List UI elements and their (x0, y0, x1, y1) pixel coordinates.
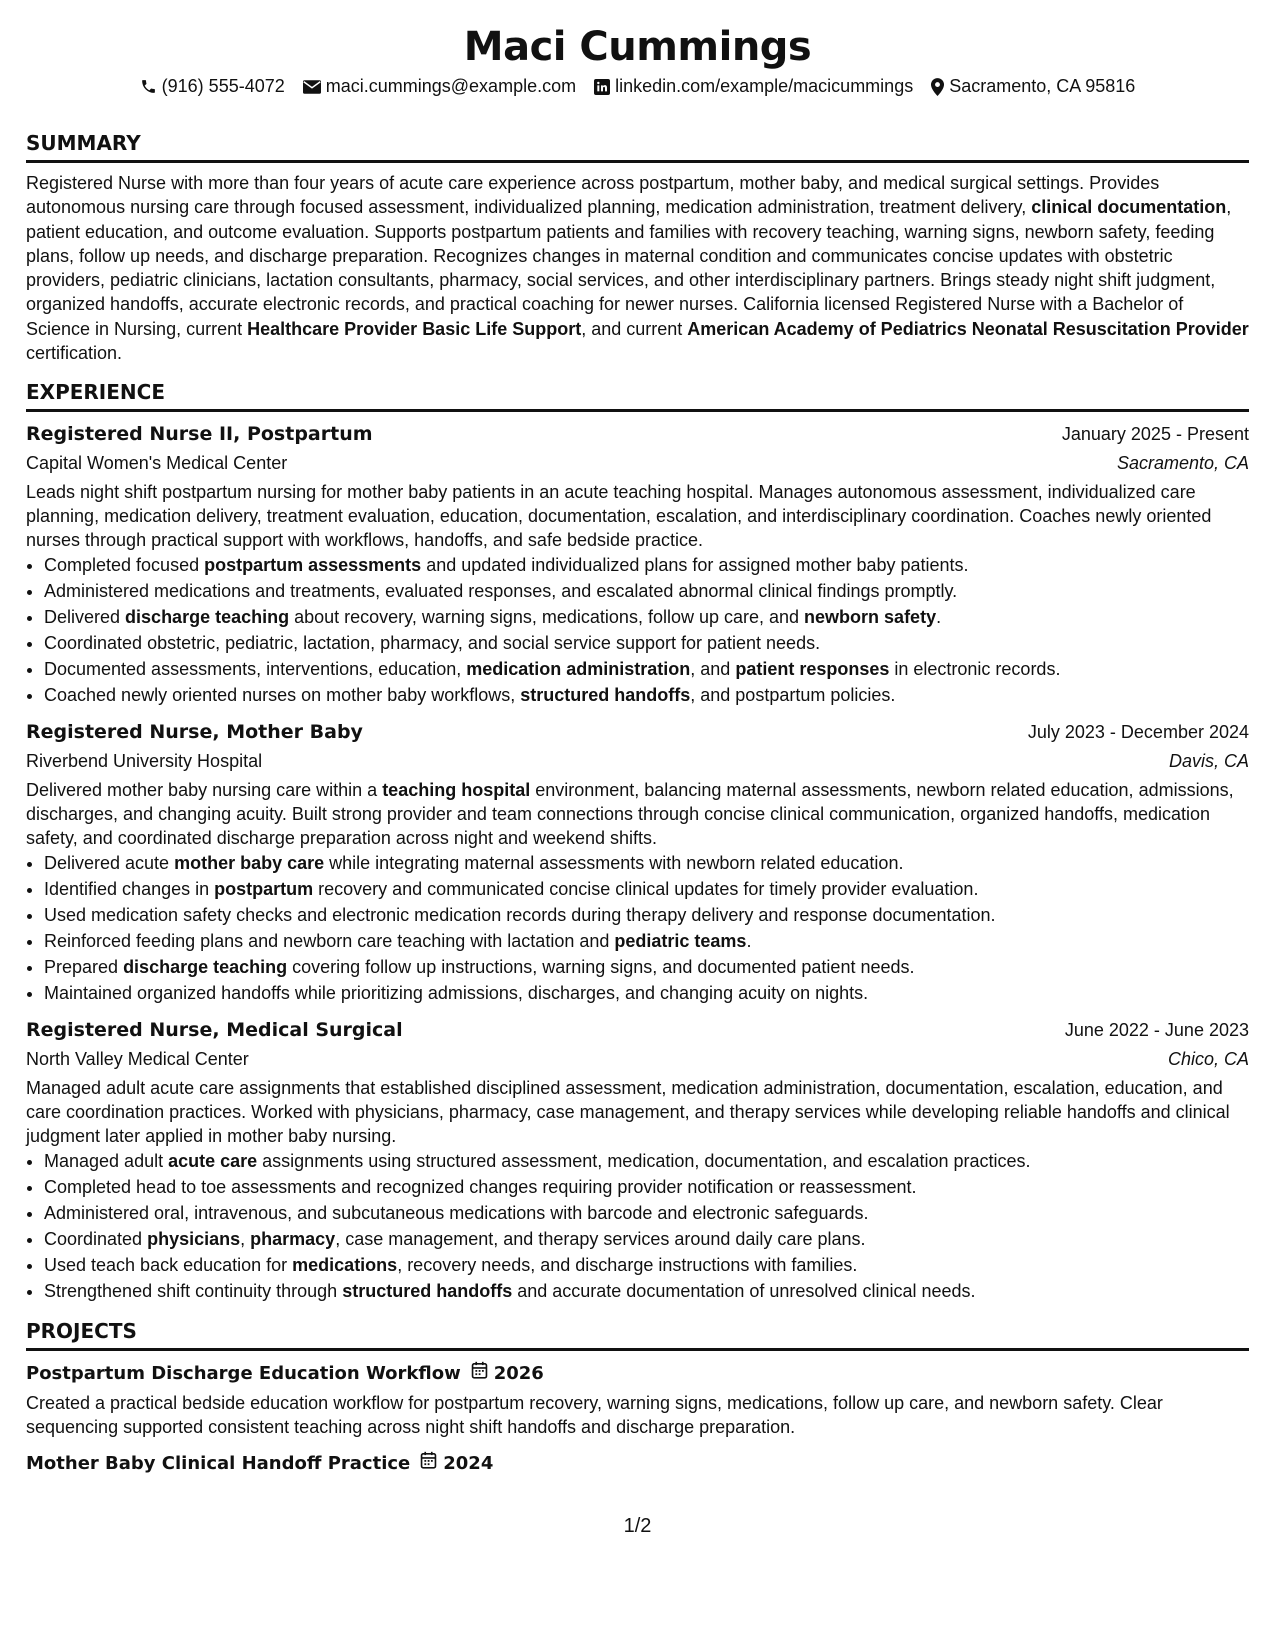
project-list (26, 1359, 1249, 1479)
job-header-row (26, 420, 1249, 448)
job-bullet: • Managed adult acute care assignments using structured assessment, medication, documentation, and escalation practices. (44, 1148, 1249, 1174)
projects-heading: PROJECTS (26, 1318, 1249, 1351)
experience-heading: EXPERIENCE (26, 379, 1249, 412)
job-dates: July 2023 - December 2024 (1027, 722, 1249, 743)
location-text: Sacramento, CA 95816 (949, 76, 1136, 96)
job-summary: Delivered mother baby nursing care within a teaching hospital environment, balancing maternal assessments, newborn related education, admissions, discharges, and changing acuity. Built strong provider and team connections through concise clinical communication, organized handoffs, medication safety, and coordinated discharge preparation across night and weekend shifts. (26, 780, 1234, 849)
job-dates: June 2022 - June 2023 (1064, 1020, 1249, 1041)
job-header-row (26, 718, 1249, 746)
job-summary: Managed adult acute care assignments that established disciplined assessment, medication administration, documentation, escalation, education, and care coordination practices. Worked with physicians, pharmacy, case management, and therapy services while developing reliable handoffs and clinical judgment later applied in mother baby nursing. (26, 1078, 1230, 1147)
job-title: Registered Nurse II, Postpartum (26, 423, 373, 446)
job-dates: January 2025 - Present (1061, 424, 1249, 445)
job-org-row (26, 1044, 1249, 1074)
calendar-icon (420, 1449, 437, 1479)
contact-email[interactable] (303, 76, 576, 97)
job-title: Registered Nurse, Mother Baby (26, 721, 363, 744)
job-bullet: • Completed head to toe assessments and recognized changes requiring provider notification or reassessment. (44, 1174, 1249, 1200)
job-org-row (26, 448, 1249, 478)
calendar-icon (471, 1359, 488, 1389)
job-organization: Capital Women's Medical Center (26, 453, 288, 474)
job-summary: Leads night shift postpartum nursing for mother baby patients in an acute teaching hospital. Manages autonomous assessment, individualized care planning, medication delivery, treatment evaluation, education, documentation, escalation, and interdisciplinary coordination. Coaches newly oriented nurses through practical support with workflows, handoffs, and safe bedside practice. (26, 482, 1212, 551)
job-bullet: • Documented assessments, interventions, education, medication administration, and patient responses in electronic records. (44, 656, 1249, 682)
job-location: Davis, CA (1168, 751, 1249, 772)
linkedin-icon (594, 79, 610, 95)
map-pin-icon (931, 78, 944, 96)
email-text: maci.cummings@example.com (325, 76, 577, 96)
contact-location (931, 76, 1135, 97)
job-header-row (26, 1016, 1249, 1044)
job-list (26, 420, 1249, 1304)
job-bullet: • Completed focused postpartum assessments and updated individualized plans for assigned mother baby patients. (44, 552, 1249, 578)
job-entry (26, 1016, 1249, 1304)
contact-linkedin[interactable] (594, 76, 913, 97)
project-name: Mother Baby Clinical Handoff Practice (26, 1453, 411, 1475)
job-bullet: • Administered medications and treatments, evaluated responses, and escalated abnormal clinical findings promptly. (44, 578, 1249, 604)
project-header (26, 1449, 1249, 1479)
project-date (420, 1449, 493, 1479)
job-title: Registered Nurse, Medical Surgical (26, 1019, 403, 1042)
job-bullet: • Prepared discharge teaching covering follow up instructions, warning signs, and documented patient needs. (44, 954, 1249, 980)
project-date (471, 1359, 544, 1389)
phone-text: (916) 555-4072 (161, 76, 285, 96)
job-bullet: • Coordinated physicians, pharmacy, case management, and therapy services around daily care plans. (44, 1226, 1249, 1252)
job-location: Chico, CA (1167, 1049, 1249, 1070)
job-bullets (26, 1148, 1249, 1304)
job-bullets (26, 552, 1249, 708)
job-bullet: • Used medication safety checks and electronic medication records during therapy delivery and response documentation. (44, 902, 1249, 928)
job-entry (26, 718, 1249, 1006)
job-bullet: • Used teach back education for medications, recovery needs, and discharge instructions with families. (44, 1252, 1249, 1278)
resume-content (26, 130, 1249, 1493)
job-bullet: • Coached newly oriented nurses on mother baby workflows, structured handoffs, and postpartum policies. (44, 682, 1249, 708)
job-organization: North Valley Medical Center (26, 1049, 249, 1070)
project-name: Postpartum Discharge Education Workflow (26, 1363, 461, 1385)
candidate-name: Maci Cummings (463, 24, 812, 70)
job-bullets (26, 850, 1249, 1006)
summary-section (26, 130, 1249, 365)
linkedin-text: linkedin.com/example/macicummings (615, 76, 914, 96)
project-year: 2026 (493, 1363, 544, 1385)
job-bullet: • Maintained organized handoffs while prioritizing admissions, discharges, and changing acuity on nights. (44, 980, 1249, 1006)
job-bullet: • Administered oral, intravenous, and subcutaneous medications with barcode and electronic safeguards. (44, 1200, 1249, 1226)
job-bullet: • Identified changes in postpartum recovery and communicated concise clinical updates for timely provider evaluation. (44, 876, 1249, 902)
job-bullet: • Strengthened shift continuity through structured handoffs and accurate documentation of unresolved clinical needs. (44, 1278, 1249, 1304)
project-year: 2024 (443, 1453, 494, 1475)
experience-section (26, 379, 1249, 1304)
project-header (26, 1359, 1249, 1389)
job-bullet: • Delivered acute mother baby care while integrating maternal assessments with newborn related education. (44, 850, 1249, 876)
project-description: Created a practical bedside education workflow for postpartum recovery, warning signs, medications, follow up care, and newborn safety. Clear sequencing supported consistent teaching across night shift handoffs and discharge preparation. (26, 1393, 1163, 1438)
summary-heading: SUMMARY (26, 130, 1249, 163)
job-bullet: • Delivered discharge teaching about recovery, warning signs, medications, follow up care, and newborn safety. (44, 604, 1249, 630)
project-entry (26, 1359, 1249, 1439)
summary-text: Registered Nurse with more than four years of acute care experience across postpartum, mother baby, and medical surgical settings. Provides autonomous nursing care through focused assessment, individualized planning, medication administration, treatment delivery, clinical documentation, patient education, and outcome evaluation. Supports postpartum patients and families with recovery teaching, warning signs, newborn safety, feeding plans, follow up needs, and discharge preparation. Recognizes changes in maternal condition and communicates concise updates with obstetric providers, pediatric clinicians, lactation consultants, pharmacy, social services, and other interdisciplinary partners. Brings steady night shift judgment, organized handoffs, accurate electronic records, and practical coaching for newer nurses. California licensed Registered Nurse with a Bachelor of Science in Nursing, current Healthcare Provider Basic Life Support, and current American Academy of Pediatrics Neonatal Resuscitation Provider certification. (26, 173, 1249, 364)
envelope-icon (303, 80, 321, 94)
job-org-row (26, 746, 1249, 776)
project-entry (26, 1449, 1249, 1479)
job-bullet: • Coordinated obstetric, pediatric, lactation, pharmacy, and social service support for patient needs. (44, 630, 1249, 656)
page-number: 1/2 (623, 1515, 652, 1537)
job-bullet: • Reinforced feeding plans and newborn care teaching with lactation and pediatric teams. (44, 928, 1249, 954)
job-organization: Riverbend University Hospital (26, 751, 263, 772)
projects-section (26, 1318, 1249, 1479)
job-location: Sacramento, CA (1116, 453, 1249, 474)
contact-bar (0, 76, 1275, 97)
job-entry (26, 420, 1249, 708)
contact-phone (140, 76, 285, 97)
phone-icon (140, 78, 157, 95)
